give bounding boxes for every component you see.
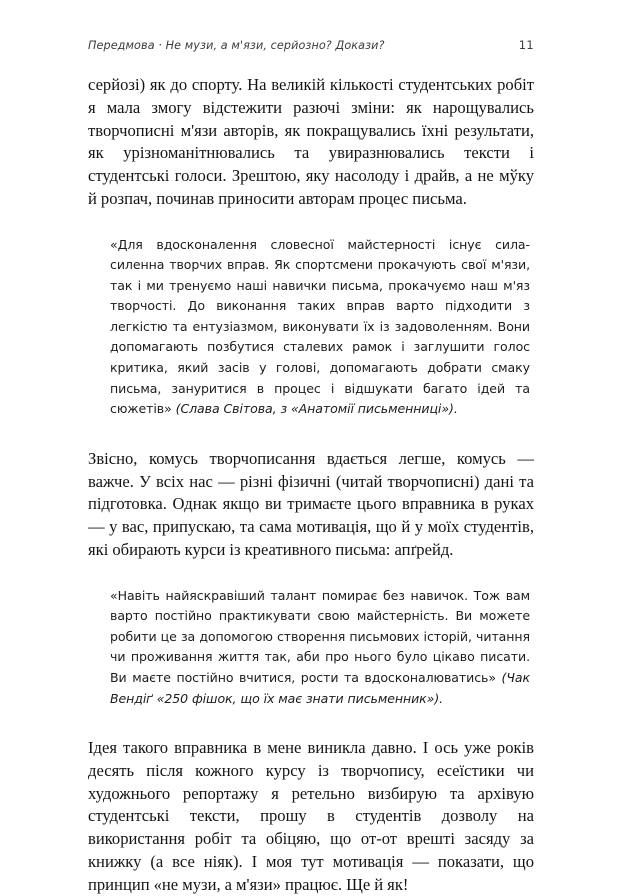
body-paragraph-1: серйозі) як до спорту. На великій кількості студентських робіт я мала змогу відстежити разючі зміни: як нарощувались творчописні м'язи авторів, як покращувались їхні результати, як урізноманітнювались та увиразнювались тексти і студентські голоси. Зрештою, яку насолоду і драйв, а не мўку й розпач, починав приносити авторам процес письма. — [88, 75, 534, 208]
running-head — [88, 38, 534, 58]
pull-quote-1-text: «Для вдосконалення словесної майстерності існує сила-силенна творчих вправ. Як спортсмени прокачують свої м'язи, так і ми тренуємо наші навички письма, прокачуємо наш м'яз творчості. До виконання таких вправ варто підходити з легкістю та ентузіазмом, виконувати їх із задоволенням. Вони допомагають позбутися сталевих рамок і заглушити голос критика, який засів у голові, допомагають добрати смаку письма, зануритися в процес і відшукати багато ідей та сюжетів» — [110, 236, 530, 417]
running-head-title: Передмова · Не музи, а м'язи, серйозно? Докази? — [88, 39, 385, 52]
pull-quote-1-attribution: (Слава Світова, з «Анатомії письменниці»). — [175, 401, 458, 417]
pull-quote-1 — [88, 235, 534, 420]
body-paragraph-3: Ідея такого вправника в мене виникла давно. І ось уже років десять після кожного курсу із творчопису, есеїстики чи художнього репортажу я ретельно визбирую та архівую студентські тексти, прошу в студентів дозволу на використання робіт та обіцяю, що от-от врешті засяду за книжку (а все ніяк). І моя тут мотивація — показати, що принцип «не музи, а м'язи» працює. Ще й як! — [88, 738, 534, 894]
spacer — [88, 420, 534, 448]
text-column — [88, 74, 534, 896]
spacer — [88, 211, 534, 235]
spacer — [88, 709, 534, 737]
body-paragraph-2: Звісно, комусь творчописання вдається легше, комусь — важче. У всіх нас — різні фізичні (читай творчописні) дані та підготовка. Однак якщо ви тримаєте цього вправника в руках — у вас, припускаю, та сама мотивація, що й у моїх студентів, які обирають курси із креативного письма: апґрейд. — [88, 448, 534, 559]
pull-quote-2 — [88, 586, 534, 710]
spacer — [88, 562, 534, 586]
pull-quote-2-text: «Навіть найяскравіший талант помирає без навичок. Тож вам варто постійно практикувати свою майстерність. Ви можете робити це за допомогою створення письмових історій, читання чи проживання життя так, аби про нього було цікаво писати. Ви маєте постійно вчитися, рости та вдосконалюватись» — [110, 587, 530, 685]
page-number: 11 — [518, 38, 534, 52]
pull-quote-2-attribution: (Чак Вендіґ «250 фішок, що їх має знати письменник»). — [110, 669, 530, 706]
